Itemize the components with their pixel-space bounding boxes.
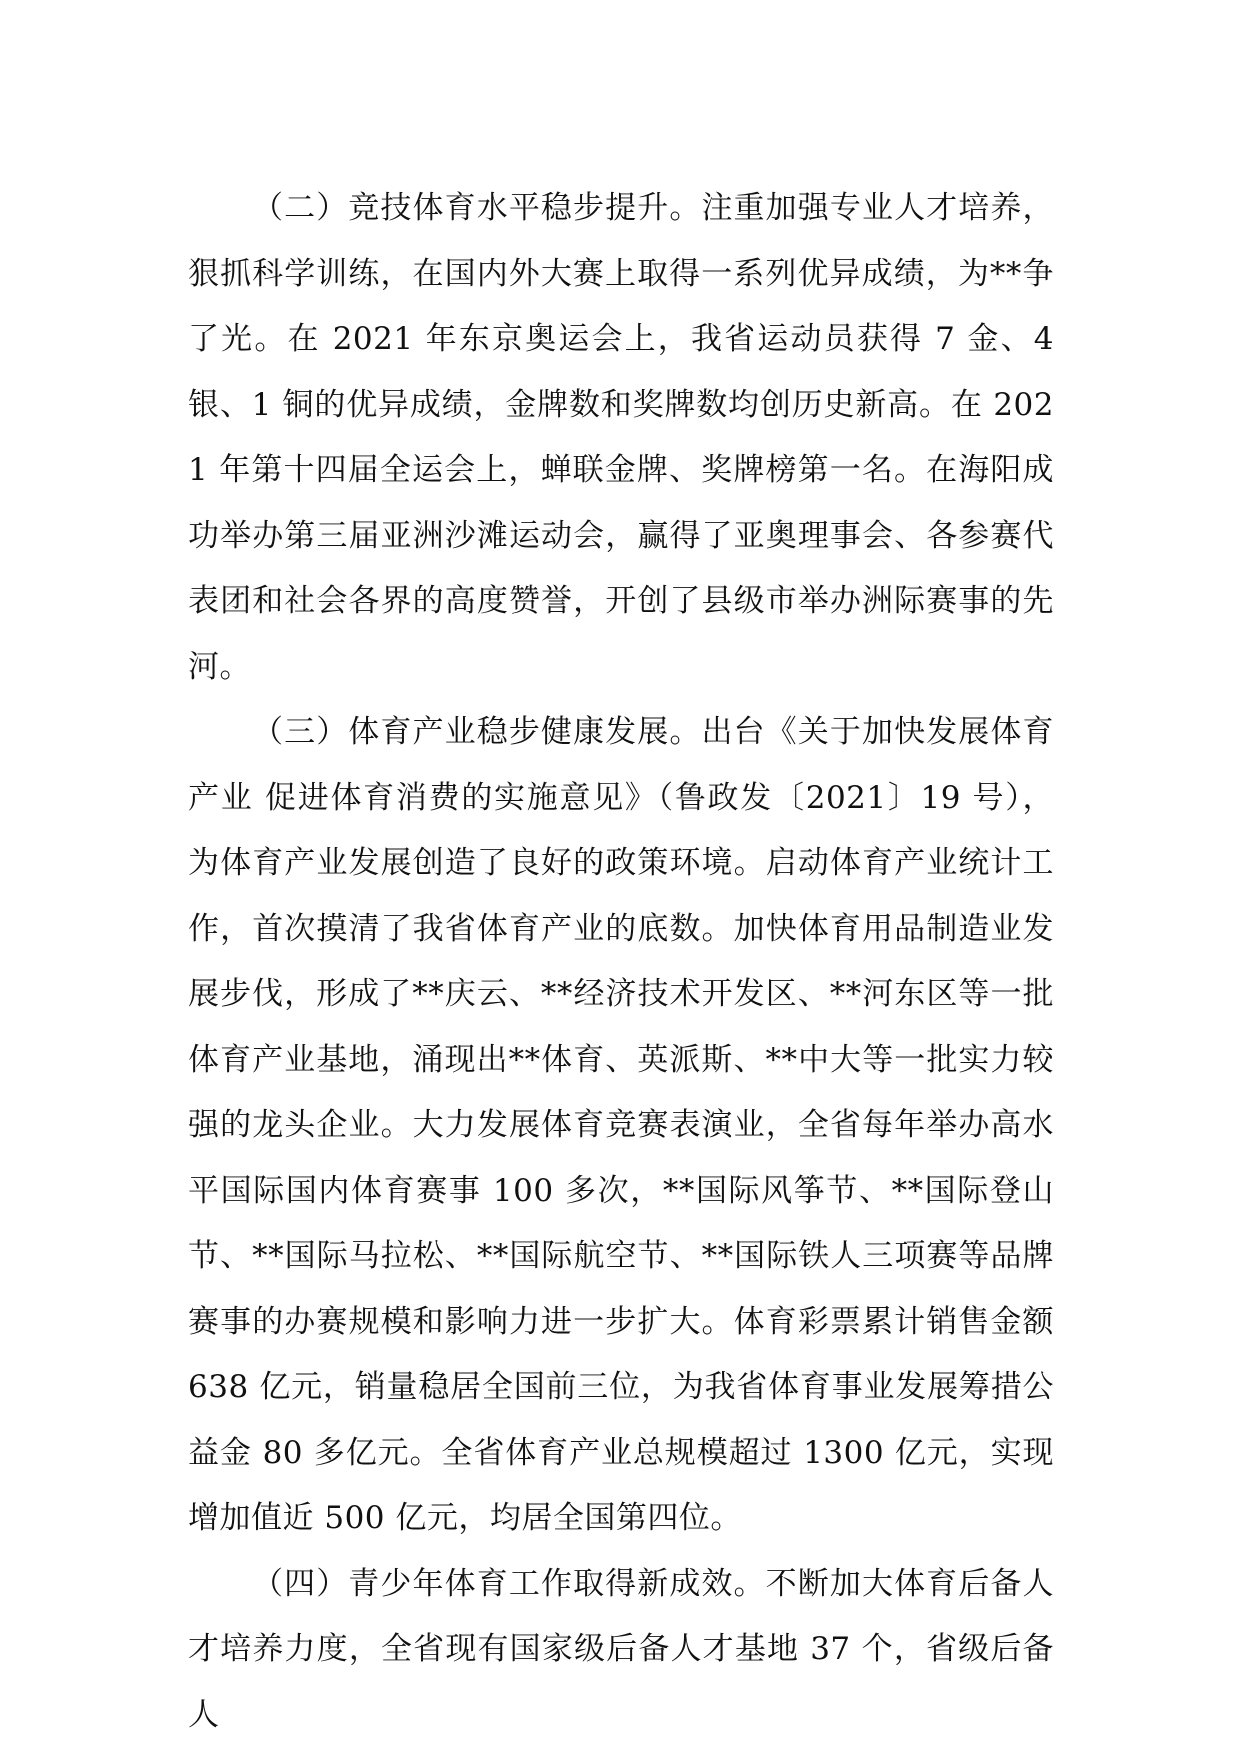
paragraph-sports-industry: （三）体育产业稳步健康发展。出台《关于加快发展体育产业 促进体育消费的实施意见》（鲁政发〔2021〕19 号），为体育产业发展创造了良好的政策环境。启动体育产业统计工作，首次摸清了我省体育产业的底数。加快体育用品制造业发展步伐，形成了**庆云、**经济技术开发区、**河东区等一批体育产业基地，涌现出**体育、英派斯、**中大等一批实力较强的龙头企业。大力发展体育竞赛表演业，全省每年举办高水平国际国内体育赛事 100 多次，**国际风筝节、**国际登山节、**国际马拉松、**国际航空节、**国际铁人三项赛等品牌赛事的办赛规模和影响力进一步扩大。体育彩票累计销售金额 638 亿元，销量稳居全国前三位，为我省体育事业发展筹措公益金 80 多亿元。全省体育产业总规模超过 1300 亿元，实现增加值近 500 亿元，均居全国第四位。 bbox=[188, 714, 1054, 1536]
document-page bbox=[188, 176, 1054, 1748]
paragraph-youth-sports: （四）青少年体育工作取得新成效。不断加大体育后备人才培养力度，全省现有国家级后备人才基地 37 个，省级后备人 bbox=[188, 1565, 1054, 1733]
paragraph-competitive-sports: （二）竞技体育水平稳步提升。注重加强专业人才培养，狠抓科学训练，在国内外大赛上取得一系列优异成绩，为**争了光。在 2021 年东京奥运会上，我省运动员获得 7 金、4 银、1 铜的优异成绩，金牌数和奖牌数均创历史新高。在 2021 年第十四届全运会上，蝉联金牌、奖牌榜第一名。在海阳成功举办第三届亚洲沙滩运动会，赢得了亚奥理事会、各参赛代表团和社会各界的高度赞誉，开创了县级市举办洲际赛事的先河。 bbox=[188, 190, 1054, 685]
